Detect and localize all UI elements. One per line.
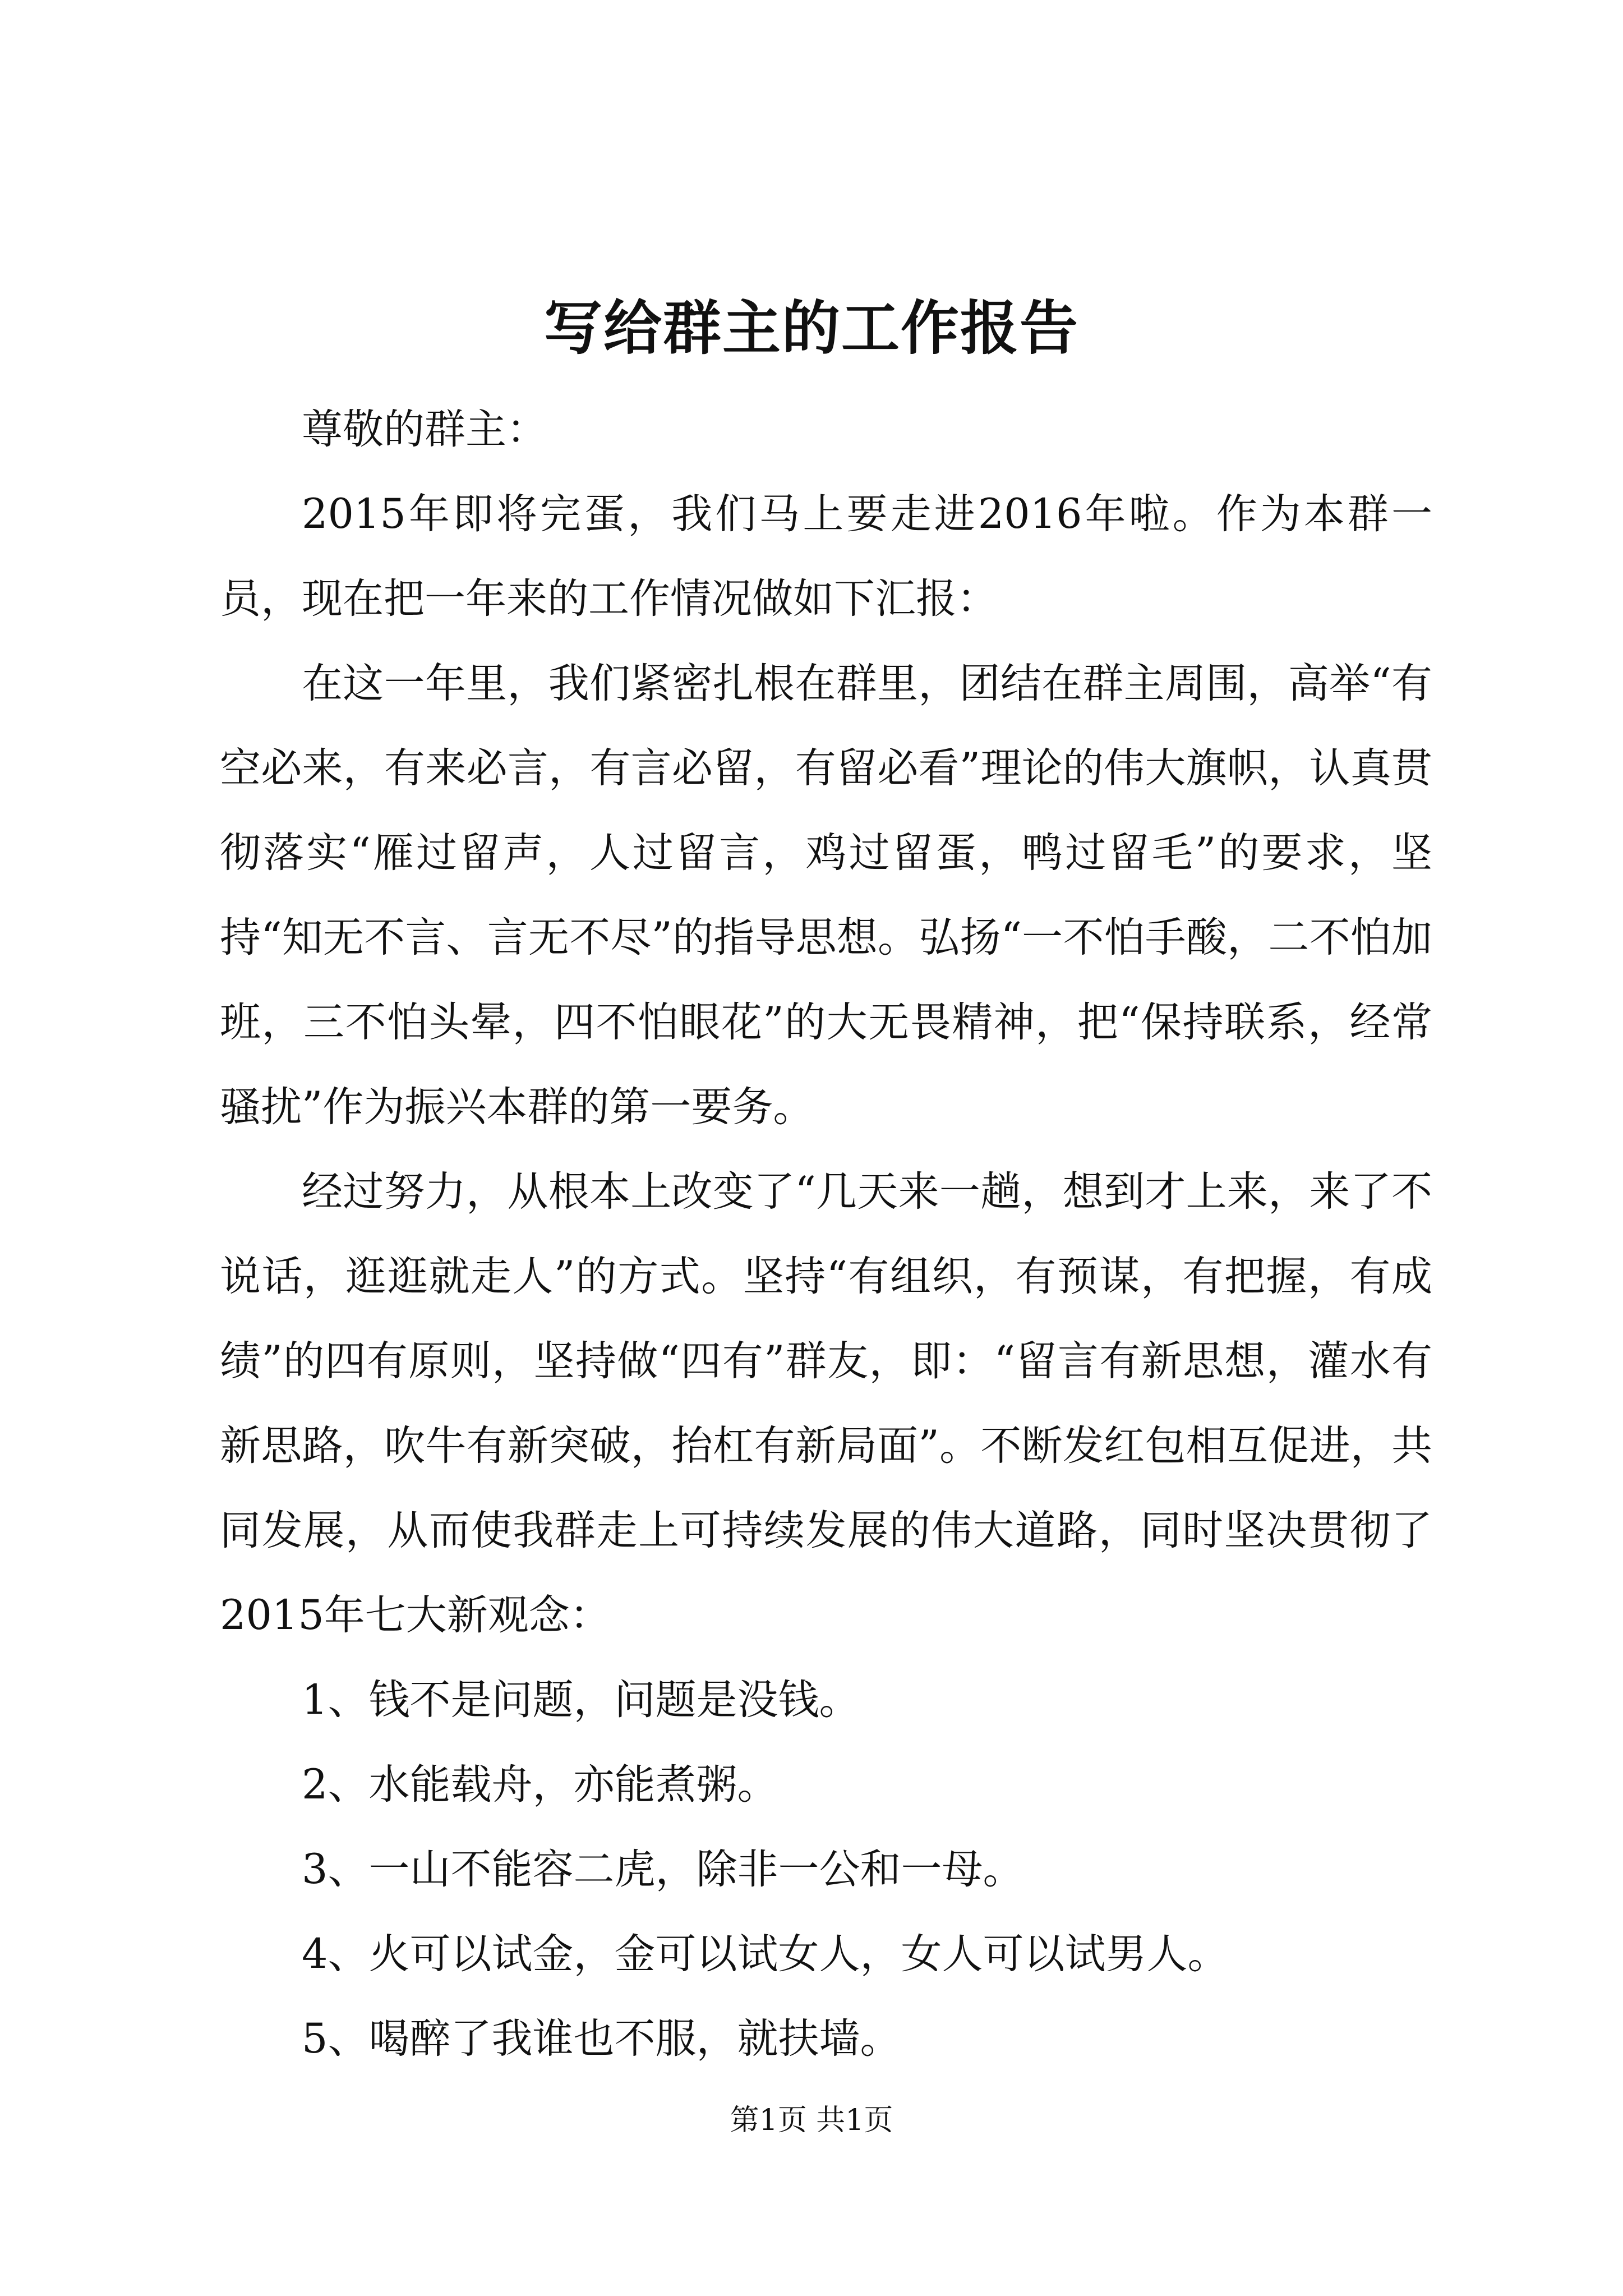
list-item: 4、火可以试金，金可以试女人，女人可以试男人。 bbox=[302, 1930, 1229, 1978]
document-body bbox=[220, 387, 1432, 2081]
document-title: 写给群主的工作报告 bbox=[543, 293, 1079, 362]
list-item: 1、钱不是问题，问题是没钱。 bbox=[302, 1676, 860, 1724]
paragraph-1: 2015年即将完蛋，我们马上要走进2016年啦。作为本群一员，现在把一年来的工作情况做如下汇报： bbox=[220, 490, 1432, 623]
salutation: 尊敬的群主： bbox=[302, 406, 547, 453]
concept-list bbox=[220, 1658, 1432, 2081]
list-item: 3、一山不能容二虎，除非一公和一母。 bbox=[302, 1846, 1024, 1893]
list-item: 2、水能载舟，亦能煮粥。 bbox=[302, 1761, 778, 1809]
page-number-footer: 第1页 共1页 bbox=[730, 2104, 893, 2137]
list-item: 5、喝醉了我谁也不服，就扶墙。 bbox=[302, 2015, 901, 2063]
paragraph-2: 在这一年里，我们紧密扎根在群里，团结在群主周围，高举“有空必来，有来必言，有言必留，有留必看”理论的伟大旗帜，认真贯彻落实“雁过留声，人过留言，鸡过留蛋，鸭过留毛”的要求，坚持“知无不言、言无不尽”的指导思想。弘扬“一不怕手酸，二不怕加班，三不怕头晕，四不怕眼花”的大无畏精神，把“保持联系，经常骚扰”作为振兴本群的第一要务。 bbox=[220, 660, 1432, 1131]
paragraph-3: 经过努力，从根本上改变了“几天来一趟，想到才上来，来了不说话，逛逛就走人”的方式。坚持“有组织，有预谋，有把握，有成绩”的四有原则，坚持做“四有”群友，即：“留言有新思想，灌水有新思路，吹牛有新突破，抬杠有新局面”。不断发红包相互促进，共同发展，从而使我群走上可持续发展的伟大道路，同时坚决贯彻了2015年七大新观念： bbox=[220, 1168, 1432, 1639]
